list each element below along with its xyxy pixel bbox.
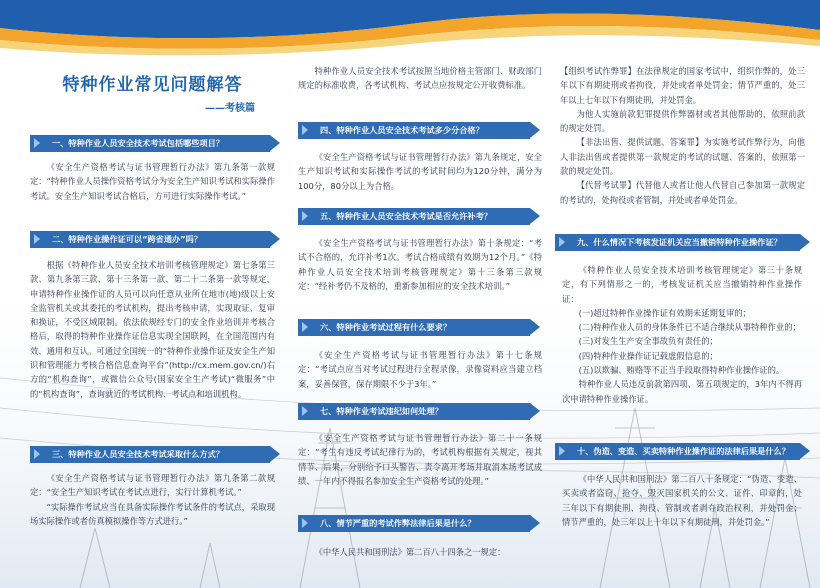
answer-6 (298, 348, 542, 391)
question-3-heading: 三、特种作业人员安全技术考试采取什么方式？ (30, 446, 270, 463)
answer-9-paragraph: (五)以欺骗、贿赂等不正当手段取得特种作业操作证的。 (578, 365, 785, 376)
question-8-heading: 八、情节严重的考试作弊法律后果是什么？ (298, 515, 530, 532)
question-7-heading: 七、特种作业考试违纪如何处理？ (298, 403, 530, 420)
answer-7 (298, 431, 542, 488)
answer-criminal-law-paragraph: 【代替考试罪】代替他人或者让他人代替自己参加第一款规定的考试的，处拘役或者管制，并处或者单处罚金。 (560, 180, 805, 205)
answer-9 (562, 263, 802, 406)
question-9-heading: 九、什么情况下考核发证机关应当撤销特种作业操作证？ (555, 234, 800, 251)
answer-3-paragraph: 《安全生产资格考试与证书管理暂行办法》第九条第二款规定：“安全生产知识考试在考试点进行，实行计算机考试。” (30, 473, 275, 498)
answer-9-paragraph: (二)特种作业人员的身体条件已不适合继续从事特种作业的； (578, 322, 801, 333)
question-1-heading: 一、特种作业人员安全技术考试包括哪些项目？ (30, 135, 270, 152)
question-6-heading: 六、特种作业考试过程有什么要求？ (298, 319, 530, 336)
answer-fee (298, 64, 542, 93)
answer-9-paragraph: (三)对发生生产安全事故负有责任的； (578, 336, 718, 347)
answer-criminal-law (560, 64, 805, 207)
answer-9-paragraph: 《特种作业人员安全技术培训考核管理规定》第三十条规定，有下列情形之一的，考核发证机关应当撤销特种作业操作证： (562, 265, 802, 304)
answer-10-paragraph: 《中华人民共和国刑法》第二百八十条规定：“伪造、变造、买卖或者盗窃、抢夺、毁灭国家机关的公文、证件、印章的，处三年以下有期徒刑、拘役、管制或者剥夺政治权利，并处罚金；情节严重的，处三年以上十年以下有期徒刑，并处罚金。” (562, 474, 802, 527)
answer-9-paragraph: 特种作业人员违反前款第四项、第五项规定的，3年内不得再次申请特种作业操作证。 (562, 379, 802, 404)
answer-8 (298, 545, 542, 559)
question-2-heading: 二、特种作业操作证可以“跨省通办”吗？ (30, 231, 270, 248)
question-4-heading: 四、特种作业人员安全技术考试多少分合格？ (298, 122, 530, 139)
answer-6-paragraph: 《安全生产资格考试与证书管理暂行办法》第十七条规定：“考试点应当对考试过程进行全程录像，录像资料应当建立档案，妥善保管，保存期限不少于3年。” (298, 350, 542, 389)
question-10-heading: 十、伪造、变造、买卖特种作业操作证的法律后果是什么？ (555, 443, 800, 460)
answer-criminal-law-paragraph: 【组织考试作弊罪】在法律规定的国家考试中，组织作弊的，处三年以下有期徒刑或者拘役，并处或者单处罚金；情节严重的，处三年以上七年以下有期徒刑，并处罚金。 (560, 66, 805, 105)
answer-1 (30, 160, 275, 203)
answer-2-paragraph: 根据《特种作业人员安全技术培训考核管理规定》第七条第三款、第九条第三款、第十三条第一款、第二十二条第一款等规定，申请特种作业操作证的人员可以向任意从业所在地市(地)级以上安全监管机关或其委托的考试机构，提出考核申请，实现取证、复审和换证，不受区域限制。依法依规经专门的安全作业培训并考核合格后，取得的特种作业操作证信息实现全国联网，在全国范围内有效、通用和互认。可通过全国统一的“特种作业操作证及安全生产知识和管理能力考核合格信息查询平台”(http://cx.mem.gov.cn/)右方的“机构查询”，或微信公众号(国家安全生产考试)“微服务”中的“机构查询”，查询就近的考试机构、考试点和培训机构。 (30, 260, 275, 399)
answer-3-paragraph: “实际操作考试应当在具备实际操作考试条件的考试点，采取现场实际操作或者仿真模拟操作等方式进行。” (30, 501, 275, 526)
top-wave-decoration (0, 0, 820, 64)
answer-1-paragraph: 《安全生产资格考试与证书管理暂行办法》第九条第一款规定：“特种作业人员操作资格考试分为安全生产知识考试和实际操作考试。安全生产知识考试合格后，方可进行实际操作考试。” (30, 162, 275, 201)
answer-9-paragraph: (一)超过特种作业操作证有效期未延期复审的； (578, 307, 752, 318)
answer-4-paragraph: 《安全生产资格考试与证书管理暂行办法》第九条规定，安全生产知识考试和实际操作考试的考试时间均为120分钟，满分为100分，80分以上为合格。 (298, 152, 542, 191)
answer-fee-paragraph: 特种作业人员安全技术考试按照当地价格主管部门、财政部门规定的标准收费，各考试机构、考试点应按规定公开收费标准。 (298, 66, 542, 91)
question-5-heading: 五、特种作业人员安全技术考试是否允许补考？ (298, 208, 530, 225)
page-subtitle: ——考核篇 (205, 103, 255, 114)
answer-4 (298, 150, 542, 193)
answer-7-paragraph: 《安全生产资格考试与证书管理暂行办法》第二十一条规定：“考生有违反考试纪律行为的，考试机构根据有关规定，视其情节、后果，分别给予口头警告、责令离开考场并取消本场考试成绩、一年内不得报名参加安全生产资格考试的处理。” (298, 433, 542, 486)
page-title: 特种作业常见问题解答 (62, 75, 243, 95)
answer-5 (298, 236, 542, 293)
answer-10 (562, 472, 802, 529)
answer-criminal-law-paragraph: 【非法出售、提供试题、答案罪】为实施考试作弊行为，向他人非法出售或者提供第一款规定的考试的试题、答案的，依照第一款的规定处罚。 (560, 137, 805, 177)
answer-5-paragraph: 《安全生产资格考试与证书管理暂行办法》第十条规定：“考试不合格的，允许补考1次。考试合格成绩有效期为12个月。”《特种作业人员安全技术培训考核管理规定》第十三条第三款规定：“经补考仍不及格的，重新参加相应的安全技术培训。” (298, 238, 542, 291)
answer-criminal-law-paragraph: 为他人实施前款犯罪提供作弊器材或者其他帮助的，依照前款的规定处罚。 (560, 108, 805, 134)
answer-3 (30, 471, 275, 528)
answer-8-paragraph: 《中华人民共和国刑法》第二百八十四条之一规定： (314, 547, 506, 557)
answer-2 (30, 258, 275, 401)
answer-9-paragraph: (四)特种作业操作证记载虚假信息的； (578, 350, 718, 361)
